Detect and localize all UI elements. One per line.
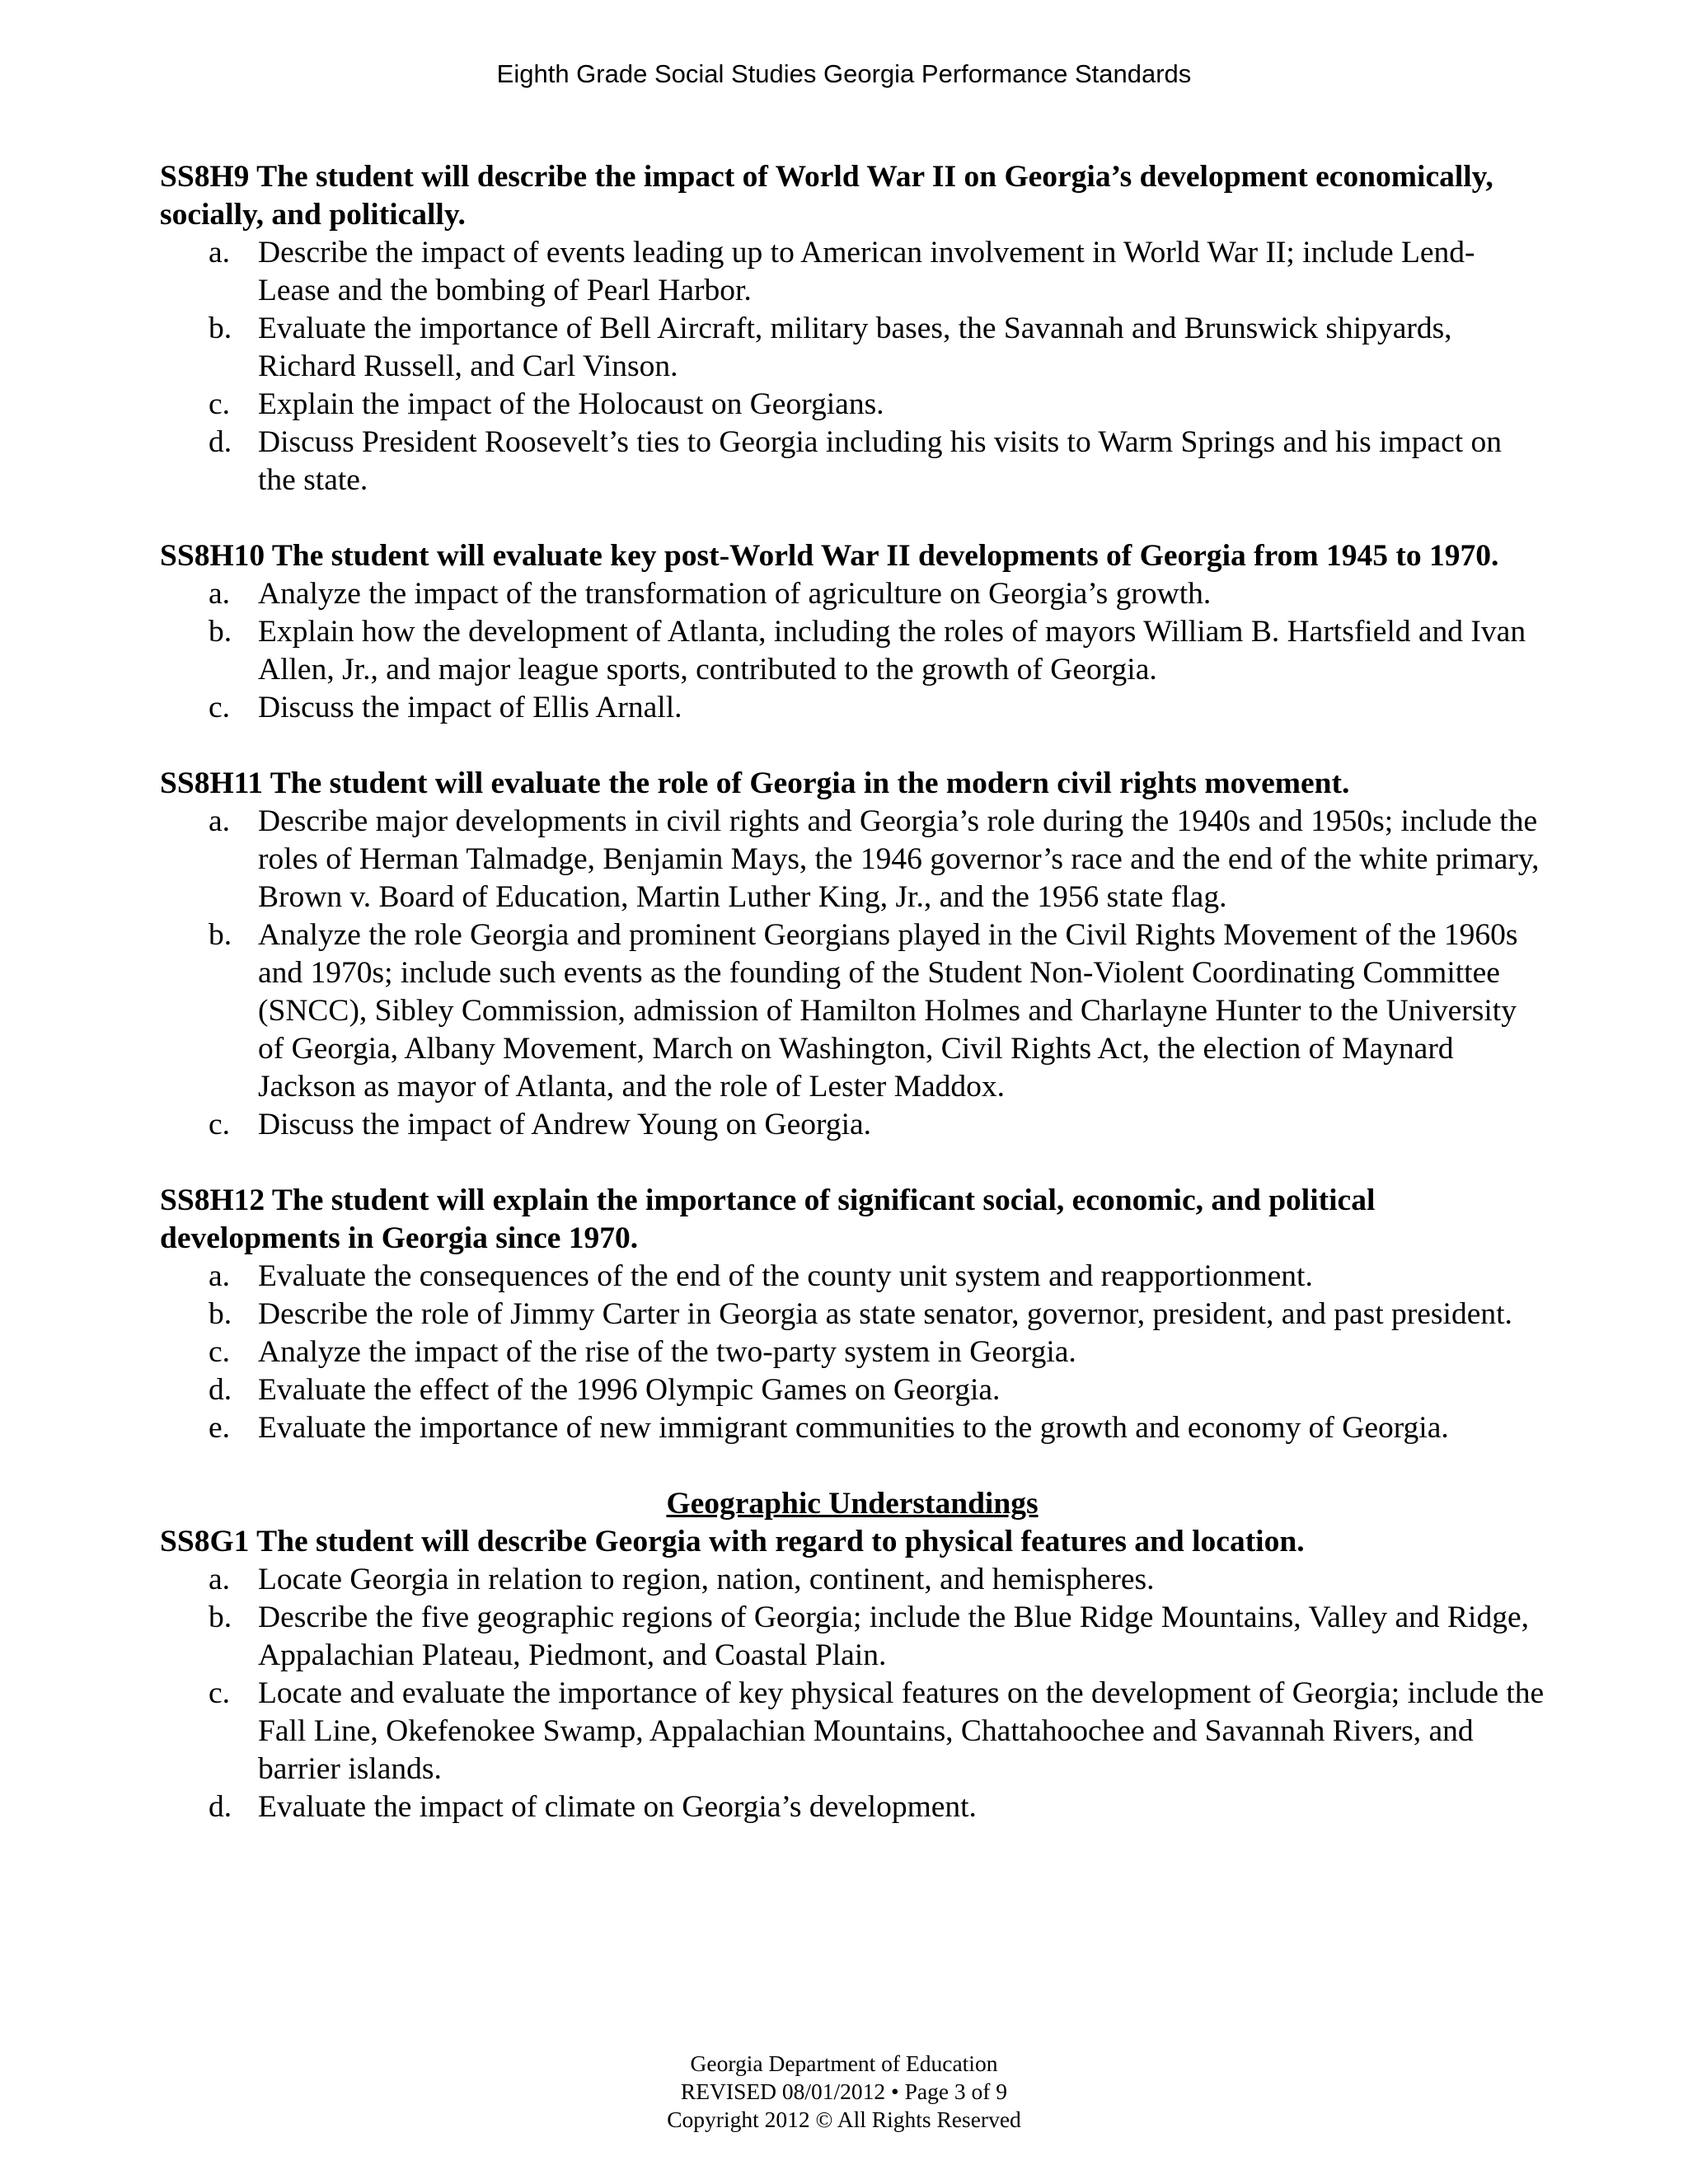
standard-title: SS8H12 The student will explain the importance of significant social, economic, and political developments in Georgia since 1970. bbox=[160, 1183, 1376, 1255]
list-marker: e. bbox=[209, 1411, 231, 1445]
list-item bbox=[160, 386, 1545, 424]
list-item-text: Discuss the impact of Ellis Arnall. bbox=[258, 691, 682, 724]
list-item bbox=[160, 575, 1545, 613]
list-item bbox=[160, 1371, 1545, 1409]
list-marker: a. bbox=[209, 236, 231, 269]
list-marker: a. bbox=[209, 1563, 231, 1596]
list-marker: b. bbox=[209, 615, 232, 649]
list-item-text: Evaluate the effect of the 1996 Olympic Games on Georgia. bbox=[258, 1373, 1001, 1407]
list-item bbox=[160, 1675, 1545, 1788]
list-item-text: Evaluate the importance of new immigrant communities to the growth and economy of Georgia. bbox=[258, 1411, 1449, 1445]
list-item-text: Describe the five geographic regions of Georgia; include the Blue Ridge Mountains, Valley and Ridge, Appalachian Plateau, Piedmont, and Coastal Plain. bbox=[258, 1601, 1529, 1672]
list-item-text: Locate Georgia in relation to region, nation, continent, and hemispheres. bbox=[258, 1563, 1155, 1596]
element-list bbox=[160, 803, 1545, 1144]
list-item bbox=[160, 689, 1545, 727]
list-item bbox=[160, 1296, 1545, 1333]
list-marker: d. bbox=[209, 1373, 232, 1407]
list-item bbox=[160, 1409, 1545, 1447]
list-marker: c. bbox=[209, 1676, 231, 1710]
list-item bbox=[160, 916, 1545, 1106]
list-item-text: Explain the impact of the Holocaust on Georgians. bbox=[258, 387, 884, 421]
footer-organization: Georgia Department of Education bbox=[690, 2050, 998, 2076]
list-item-text: Describe the impact of events leading up to American involvement in World War II; include Lend-Lease and the bombing of Pearl Harbor. bbox=[258, 236, 1475, 307]
standard-ss8h12 bbox=[160, 1182, 1545, 1447]
list-marker: a. bbox=[209, 804, 231, 838]
list-item-text: Discuss President Roosevelt’s ties to Georgia including his visits to Warm Springs and his impact on the state. bbox=[258, 425, 1503, 497]
list-marker: c. bbox=[209, 1335, 231, 1369]
section-geographic-understandings bbox=[160, 1485, 1545, 1826]
element-list bbox=[160, 1258, 1545, 1447]
list-item bbox=[160, 1561, 1545, 1599]
list-item bbox=[160, 1599, 1545, 1675]
element-list bbox=[160, 1561, 1545, 1826]
standard-title: SS8G1 The student will describe Georgia with regard to physical features and location. bbox=[160, 1525, 1305, 1558]
list-item bbox=[160, 424, 1545, 499]
page-header bbox=[0, 58, 1688, 91]
standard-title: SS8H10 The student will evaluate key post-World War II developments of Georgia from 1945 to 1970. bbox=[160, 539, 1499, 573]
standard-title: SS8H9 The student will describe the impact of World War II on Georgia’s development economically, socially, and politically. bbox=[160, 160, 1493, 232]
list-item-text: Analyze the impact of the rise of the two-party system in Georgia. bbox=[258, 1335, 1076, 1369]
list-item-text: Analyze the impact of the transformation of agriculture on Georgia’s growth. bbox=[258, 577, 1212, 611]
list-marker: a. bbox=[209, 577, 231, 611]
list-item-text: Explain how the development of Atlanta, including the roles of mayors William B. Hartsfield and Ivan Allen, Jr., and major league sports, contributed to the growth of Georgia. bbox=[258, 615, 1526, 687]
footer-revision-page: REVISED 08/01/2012 • Page 3 of 9 bbox=[680, 2079, 1008, 2104]
standard-ss8h11 bbox=[160, 765, 1545, 1144]
list-marker: c. bbox=[209, 1108, 231, 1141]
standard-title: SS8H11 The student will evaluate the role of Georgia in the modern civil rights movement. bbox=[160, 766, 1350, 800]
list-item bbox=[160, 613, 1545, 689]
list-item bbox=[160, 310, 1545, 386]
document-body bbox=[160, 158, 1545, 1826]
standard-ss8h10 bbox=[160, 537, 1545, 727]
list-item-text: Describe the role of Jimmy Carter in Georgia as state senator, governor, president, and past president. bbox=[258, 1297, 1512, 1331]
list-item bbox=[160, 1788, 1545, 1826]
list-item bbox=[160, 1333, 1545, 1371]
list-marker: a. bbox=[209, 1259, 231, 1293]
list-item bbox=[160, 1106, 1545, 1144]
section-heading: Geographic Understandings bbox=[666, 1487, 1039, 1521]
list-marker: c. bbox=[209, 387, 231, 421]
list-marker: b. bbox=[209, 312, 232, 345]
list-item-text: Evaluate the impact of climate on Georgia’s development. bbox=[258, 1790, 977, 1824]
list-item-text: Evaluate the importance of Bell Aircraft, military bases, the Savannah and Brunswick shipyards, Richard Russell, and Carl Vinson. bbox=[258, 312, 1452, 383]
list-item-text: Discuss the impact of Andrew Young on Georgia. bbox=[258, 1108, 872, 1141]
standard-ss8h9 bbox=[160, 158, 1545, 499]
list-marker: b. bbox=[209, 918, 232, 952]
list-item-text: Locate and evaluate the importance of key physical features on the development of Georgia; include the Fall Line, Okefenokee Swamp, Appalachian Mountains, Chattahoochee and Savannah Rivers, and barrier islands. bbox=[258, 1676, 1545, 1786]
list-item bbox=[160, 1258, 1545, 1296]
list-item-text: Describe major developments in civil rights and Georgia’s role during the 1940s and 1950s; include the roles of Herman Talmadge, Benjamin Mays, the 1946 governor’s race and the end of the white primary, Brown v. Board of Education, Martin Luther King, Jr., and the 1956 state flag. bbox=[258, 804, 1540, 914]
list-marker: b. bbox=[209, 1297, 232, 1331]
list-marker: b. bbox=[209, 1601, 232, 1634]
list-marker: d. bbox=[209, 425, 232, 459]
list-item bbox=[160, 803, 1545, 916]
list-item bbox=[160, 234, 1545, 310]
list-item-text: Analyze the role Georgia and prominent Georgians played in the Civil Rights Movement of the 1960s and 1970s; include such events as the founding of the Student Non-Violent Coordinating Committee (SNCC), Sibley Commission, admission of Hamilton Holmes and Charlayne Hunter to the University of Georgia, Albany Movement, March on Washington, Civil Rights Act, the election of Maynard Jackson as mayor of Atlanta, and the role of Lester Maddox. bbox=[258, 918, 1518, 1104]
list-marker: c. bbox=[209, 691, 231, 724]
element-list bbox=[160, 234, 1545, 499]
page-header-title: Eighth Grade Social Studies Georgia Performance Standards bbox=[496, 59, 1192, 88]
footer-copyright: Copyright 2012 © All Rights Reserved bbox=[667, 2107, 1021, 2132]
element-list bbox=[160, 575, 1545, 727]
list-item-text: Evaluate the consequences of the end of the county unit system and reapportionment. bbox=[258, 1259, 1313, 1293]
page-footer bbox=[0, 2050, 1688, 2134]
list-marker: d. bbox=[209, 1790, 232, 1824]
